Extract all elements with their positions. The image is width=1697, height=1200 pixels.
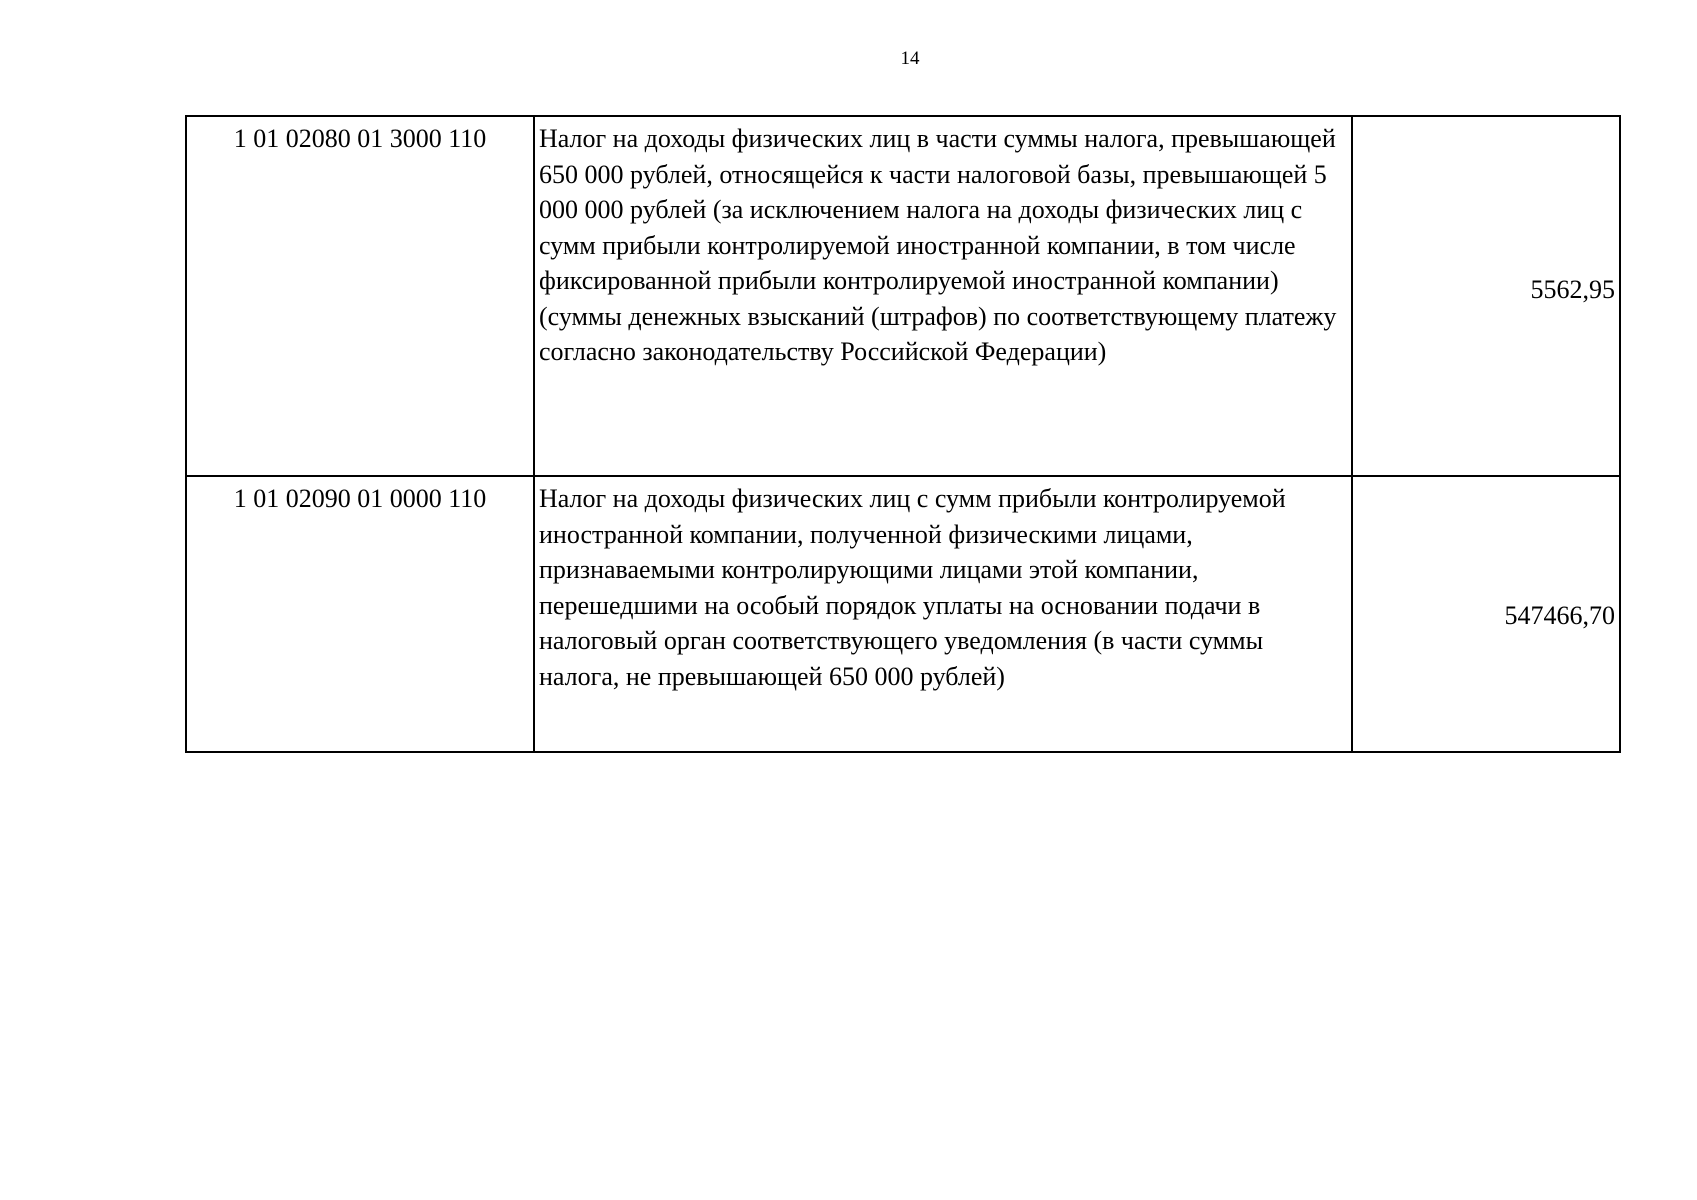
budget-classification-code: 1 01 02080 01 3000 110 [186, 116, 534, 476]
revenue-name: Налог на доходы физических лиц с сумм прибыли контролируемой иностранной компании, полученной физическими лицами, признаваемыми контролирующими лицами этой компании, перешедшими на особый порядок уплаты на основании подачи в налоговый орган соответствующего уведомления (в части суммы налога, не превышающей 650 000 рублей) [534, 476, 1352, 752]
budget-classification-code: 1 01 02090 01 0000 110 [186, 476, 534, 752]
table-row [186, 116, 1620, 476]
revenue-amount: 5562,95 [1352, 116, 1620, 476]
budget-revenue-table [185, 115, 1621, 753]
page-number: 14 [900, 48, 920, 69]
revenue-amount: 547466,70 [1352, 476, 1620, 752]
table-row [186, 476, 1620, 752]
revenue-name: Налог на доходы физических лиц в части суммы налога, превышающей 650 000 рублей, относящейся к части налоговой базы, превышающей 5 000 000 рублей (за исключением налога на доходы физических лиц с сумм прибыли контролируемой иностранной компании, в том числе фиксированной прибыли контролируемой иностранной компании) (суммы денежных взысканий (штрафов) по соответствующему платежу согласно законодательству Российской Федерации) [534, 116, 1352, 476]
